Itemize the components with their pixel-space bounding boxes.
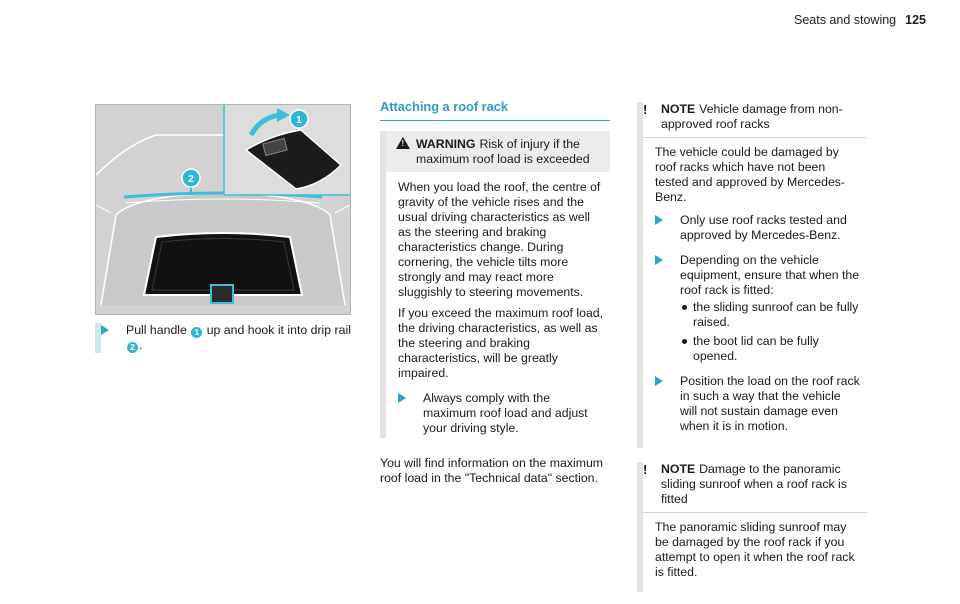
step-arrow-icon — [655, 215, 663, 225]
warning-paragraph-2: If you exceed the maximum roof load, the driving characteristics, as well as the steering and braking characteristics, will be greatly impaired. — [398, 306, 604, 380]
section-name: Seats and stowing — [793, 13, 897, 27]
note-paragraph: The vehicle could be damaged by roof racks which have not been tested and approved by Mercedes-Benz. — [655, 145, 846, 204]
note-box-sunroof — [637, 462, 867, 592]
warning-box — [380, 131, 610, 438]
roof-rack-section — [380, 99, 610, 486]
note-step-3: Position the load on the roof rack in such a way that the vehicle will not sustain damage even when it is in motion. — [655, 374, 861, 434]
trunk-illustration — [95, 104, 351, 315]
callout-1-marker — [290, 110, 308, 128]
warning-step: Always comply with the maximum roof load and adjust your driving style. — [398, 391, 604, 438]
step-text-a: Pull handle — [126, 323, 187, 337]
info-paragraph: You will find information on the maximum roof load in the "Technical data" section. — [380, 456, 604, 485]
list-item: the boot lid can be fully opened. — [680, 334, 861, 364]
callout-2-marker — [182, 169, 200, 187]
step-arrow-icon — [655, 255, 663, 265]
bullet-list — [680, 300, 861, 364]
running-head — [670, 13, 926, 28]
trunk-drawing — [96, 105, 350, 314]
note-heading-text: Damage to the panoramic sliding sunroof when a roof rack is fitted — [661, 462, 847, 506]
note-label: NOTE — [661, 462, 696, 476]
warning-label: WARNING — [416, 137, 476, 151]
note-label: NOTE — [661, 102, 696, 116]
section-title: Attaching a roof rack — [380, 99, 610, 121]
page-number: 125 — [905, 13, 926, 27]
step-text-b: up and hook it into drip rail — [206, 323, 351, 337]
step-pull-handle — [95, 323, 356, 353]
callout-1-badge: 1 — [191, 327, 202, 338]
note-paragraph: The panoramic sliding sunroof may be damaged by the roof rack if you attempt to open it when the roof rack is fitted. — [655, 520, 855, 579]
step-text-c: . — [139, 338, 143, 352]
note-step-2: Depending on the vehicle equipment, ensure that when the roof rack is fitted: the sliding sunroof can be fully raised. the boot lid can be fully opened. — [655, 253, 861, 364]
step-arrow-icon — [101, 325, 109, 335]
warning-paragraph-1: When you load the roof, the centre of gravity of the vehicle rises and the usual driving characteristics as well as the steering and braking characteristics change. During cornering, the vehicle tilts more strongly and may react more sluggishly to steering movements. — [398, 180, 601, 299]
callout-2-badge: 2 — [127, 342, 138, 353]
step-arrow-icon — [398, 393, 406, 403]
list-item: the sliding sunroof can be fully raised. — [680, 300, 861, 330]
exclamation-icon: ! — [643, 462, 648, 477]
warning-heading-text: Risk of injury if the maximum roof load is exceeded — [416, 137, 590, 166]
note-heading — [643, 102, 867, 137]
note-heading — [643, 462, 867, 512]
svg-text:2: 2 — [188, 174, 194, 185]
note-step-1: Only use roof racks tested and approved by Mercedes-Benz. — [655, 213, 861, 243]
note-box-roof-racks — [637, 102, 867, 448]
exclamation-icon: ! — [643, 102, 648, 117]
note-heading-text: Vehicle damage from non-approved roof racks — [661, 102, 843, 131]
step-arrow-icon — [655, 376, 663, 386]
notes-column — [637, 102, 867, 604]
svg-text:1: 1 — [296, 115, 302, 126]
warning-heading: ! WARNING Risk of injury if the maximum roof load is exceeded — [386, 131, 610, 172]
